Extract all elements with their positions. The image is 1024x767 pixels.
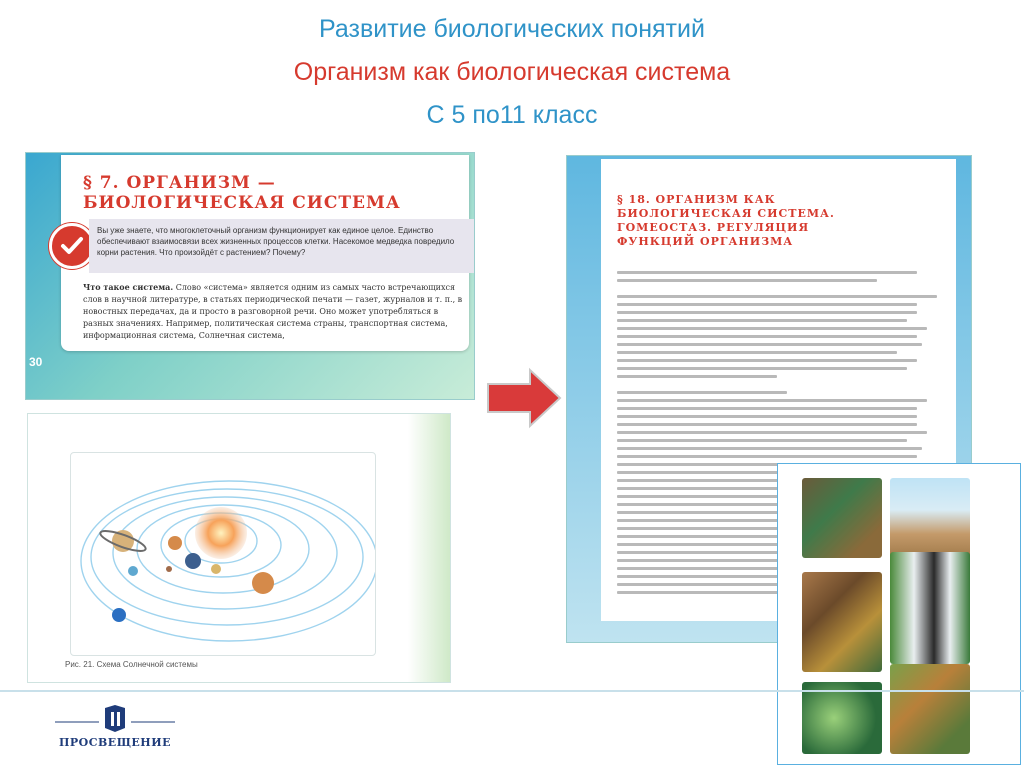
- page-7-body-lead: Что такое система.: [83, 282, 174, 292]
- text-line: [617, 311, 917, 314]
- page-7-heading-line-2: БИОЛОГИЧЕСКАЯ СИСТЕМА: [83, 193, 401, 213]
- snake-photo: [802, 478, 882, 558]
- jupiter: [252, 572, 274, 594]
- page-7-question-text: Вы уже знаете, что многоклеточный организм функционирует как единое целое. Единство обеспечивают взаимосвязи всех жизненных процессов клетки. Насекомое медведка повредило корни растения. Что произойдёт с растением? Почему?: [97, 226, 455, 257]
- text-line: [617, 359, 917, 362]
- planet: [128, 566, 138, 576]
- text-line: [617, 415, 917, 418]
- page-7-heading: [83, 173, 453, 213]
- page-18-heading: [617, 193, 937, 249]
- arrow-right-icon: [486, 366, 562, 435]
- text-line: [617, 327, 927, 330]
- neptune: [112, 608, 126, 622]
- water-lilies-photo: [802, 682, 882, 754]
- text-line: [617, 375, 777, 378]
- planet: [166, 566, 172, 572]
- text-line: [617, 303, 917, 306]
- penguins-photo: [890, 552, 970, 664]
- text-line: [617, 423, 917, 426]
- saturn: [98, 527, 147, 555]
- page-7-heading-line-1: § 7. ОРГАНИЗМ —: [83, 173, 276, 193]
- photo-collage: [777, 463, 1021, 765]
- sun: [195, 507, 247, 559]
- page-7-question-box: [89, 219, 475, 273]
- page-18-heading-line-4: ФУНКЦИЙ ОРГАНИЗМА: [617, 235, 794, 248]
- page-18-heading-line-1: § 18. ОРГАНИЗМ КАК: [617, 193, 776, 206]
- textbook-page-solar-system: [27, 413, 451, 683]
- page-7-text-panel: [61, 155, 469, 351]
- figure-caption: Рис. 21. Схема Солнечной системы: [65, 660, 198, 669]
- text-line: [617, 447, 922, 450]
- text-line: [617, 279, 877, 282]
- page-18-heading-line-2: БИОЛОГИЧЕСКАЯ СИСТЕМА.: [617, 207, 835, 220]
- text-line: [617, 399, 927, 402]
- publisher-name: ПРОСВЕЩЕНИЕ: [59, 736, 171, 749]
- text-line: [617, 367, 907, 370]
- text-line: [617, 407, 917, 410]
- animal-photo: [802, 572, 882, 672]
- planet: [211, 564, 221, 574]
- text-line: [617, 271, 917, 274]
- text-line: [617, 455, 917, 458]
- textbook-page-paragraph-7: [25, 152, 475, 400]
- slide-title-line-1: Развитие биологических понятий: [319, 15, 705, 43]
- text-line: [617, 335, 917, 338]
- slide-title-line-3: С 5 по11 класс: [426, 101, 598, 129]
- planet: [168, 536, 182, 550]
- page-7-body-text: [83, 281, 463, 342]
- slide-title-line-2: Организм как биологическая система: [293, 58, 731, 86]
- page-18-heading-line-3: ГОМЕОСТАЗ. РЕГУЛЯЦИЯ: [617, 221, 810, 234]
- text-line: [617, 343, 922, 346]
- text-line: [617, 439, 907, 442]
- earth: [185, 553, 201, 569]
- baobab-photo: [890, 478, 970, 558]
- fawn-photo: [890, 664, 970, 754]
- text-line: [617, 295, 937, 298]
- solar-system-diagram: [70, 452, 376, 656]
- text-line: [617, 319, 907, 322]
- publisher-logo: [55, 704, 175, 754]
- footer-divider: [0, 690, 1024, 692]
- page-number: 30: [29, 355, 43, 369]
- text-line: [617, 351, 897, 354]
- text-line: [617, 431, 927, 434]
- page-7-body-rest: Слово «система» является одним из самых часто встречающихся слов в научной литературе, в статьях периодической печати — газет, журналов и т. п., в новостных передачах, да и просто в разговорной речи. Оно может употребляться в разных значениях. Например, политическая система страны, транспортная система, информационная система, Солнечная система,: [83, 283, 463, 340]
- text-line: [617, 391, 787, 394]
